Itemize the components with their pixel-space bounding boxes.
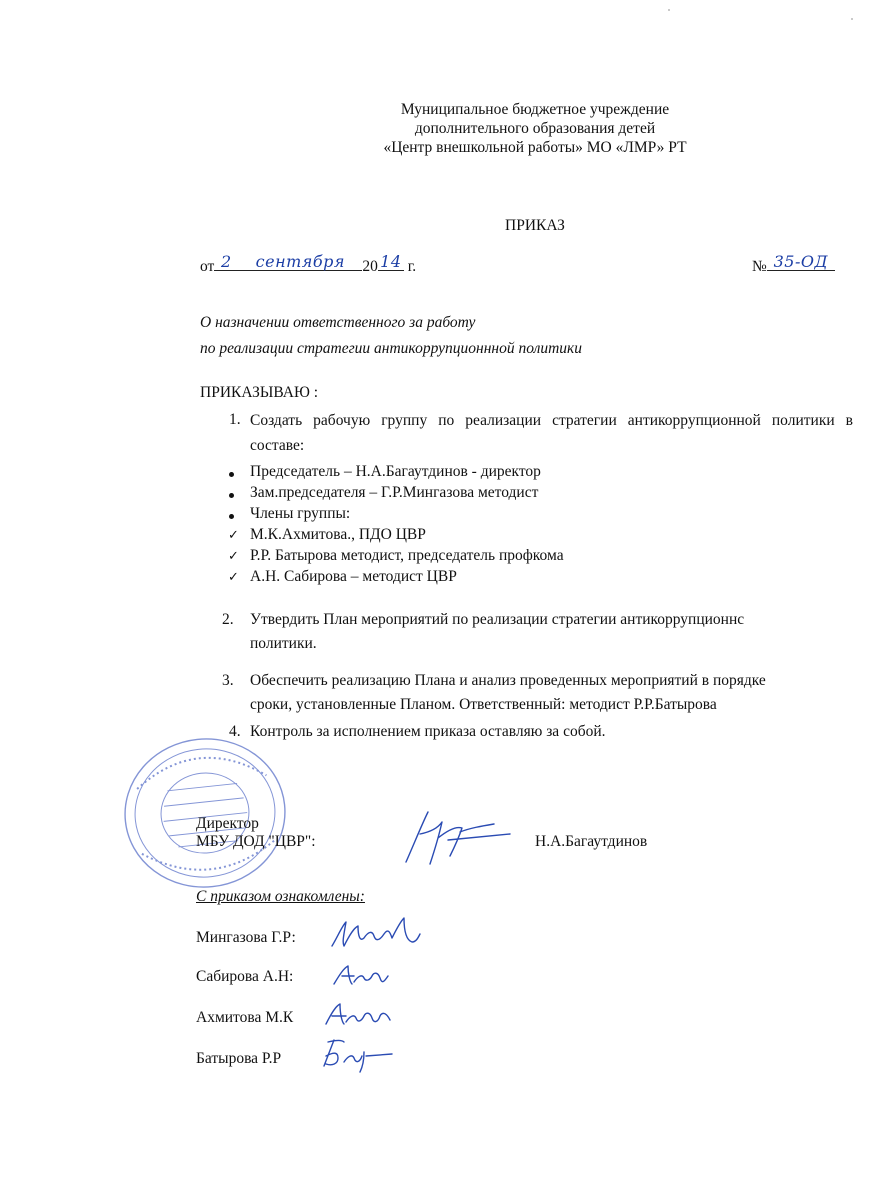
item-4-number: 4. (229, 723, 241, 740)
bullet-chairman: Председатель – Н.А.Багаутдинов - директор (250, 463, 541, 480)
number-value: 35-ОД (773, 252, 828, 271)
bullet-members-heading: Члены группы: (250, 505, 351, 522)
date-suffix: г. (407, 258, 417, 275)
number-prefix: № (752, 258, 767, 275)
member-2: Р.Р. Батырова методист, председатель профкома (250, 547, 564, 564)
handwritten-signature (328, 912, 424, 956)
date-month-blank (238, 252, 362, 271)
org-name-line-2: дополнительного образования детей (414, 120, 656, 137)
item-1-text: Создать рабочую группу по реализации стратегии антикоррупционной политики в составе: (250, 412, 853, 454)
org-name-line-1: Муниципальное бюджетное учреждение (400, 101, 670, 118)
document-title: ПРИКАЗ (505, 217, 565, 234)
item-3-number: 3. (222, 672, 234, 689)
ack-name-4: Батырова Р.Р (196, 1050, 282, 1067)
check-icon: ✓ (228, 548, 239, 563)
item-3-line-1: Обеспечить реализацию Плана и анализ проведенных мероприятий в порядке (250, 672, 766, 689)
ack-name-3: Ахмитова М.К (196, 1009, 294, 1026)
ack-name-1: Мингазова Г.Р: (196, 929, 296, 946)
bullet-marker (229, 493, 234, 498)
signatory-name: Н.А.Багаутдинов (535, 833, 648, 850)
subject-line-1: О назначении ответственного за работу (200, 314, 476, 331)
subject-line-2: по реализации стратегии антикоррупционнной политики (200, 340, 583, 357)
order-number (752, 252, 835, 276)
ack-name-2: Сабирова А.Н: (196, 968, 294, 985)
item-2-line-1: Утвердить План мероприятий по реализации стратегии антикоррупционнс (250, 611, 745, 628)
signatory-title-line-1: Директор (196, 815, 259, 832)
item-3-line-2: сроки, установленные Планом. Ответственный: методист Р.Р.Батырова (250, 696, 717, 713)
bullet-marker (229, 514, 234, 519)
date-day: 2 (220, 252, 232, 271)
item-4-text: Контроль за исполнением приказа оставляю за собой. (250, 723, 606, 740)
handwritten-signature (330, 960, 390, 992)
date-day-blank (214, 252, 238, 271)
item-2-line-2: политики. (250, 635, 317, 652)
member-1: М.К.Ахмитова., ПДО ЦВР (250, 526, 426, 543)
scan-speck (851, 18, 853, 20)
bullet-deputy: Зам.председателя – Г.Р.Мингазова методист (250, 484, 539, 501)
member-3: А.Н. Сабирова – методист ЦВР (250, 568, 457, 585)
official-stamp (120, 732, 290, 894)
date-year-prefix: 20 (362, 258, 378, 275)
acknowledgment-heading: С приказом ознакомлены: (196, 888, 365, 905)
signatory-title-line-2: МБУ ДОД "ЦВР": (196, 833, 316, 850)
handwritten-signature (322, 998, 394, 1032)
org-name-line-3: «Центр внешкольной работы» МО «ЛМР» РТ (383, 139, 687, 156)
check-icon: ✓ (228, 569, 239, 584)
scan-speck (668, 9, 670, 11)
number-blank (767, 252, 835, 271)
date-prefix: от (200, 258, 215, 275)
director-signature (398, 804, 518, 870)
date-month: сентября (255, 252, 345, 271)
bullet-marker (229, 472, 234, 477)
item-2-number: 2. (222, 611, 234, 628)
handwritten-signature (320, 1034, 394, 1074)
check-icon: ✓ (228, 527, 239, 542)
item-1-number: 1. (229, 411, 241, 428)
order-date (200, 252, 417, 276)
date-year-blank (378, 252, 404, 271)
date-year-suffix: 14 (380, 252, 402, 271)
command-word: ПРИКАЗЫВАЮ : (200, 384, 319, 401)
